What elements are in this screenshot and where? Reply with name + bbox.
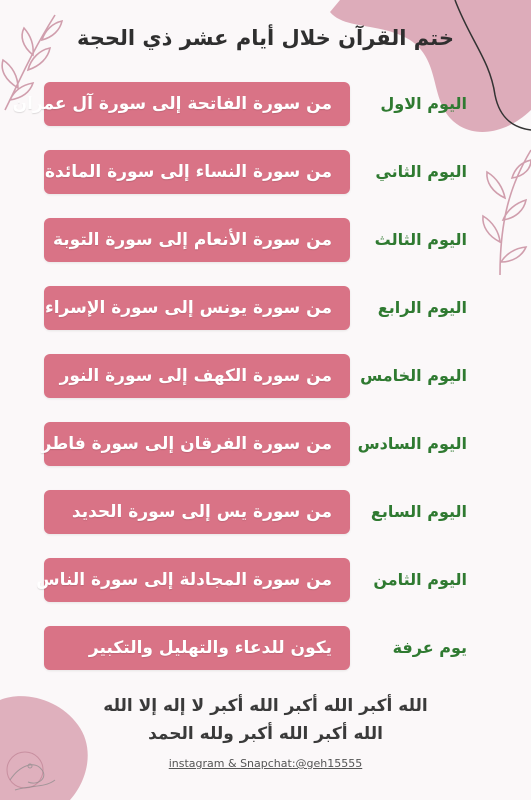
surah-range-pill	[44, 490, 350, 534]
surah-range-text: من سورة الفاتحة إلى سورة آل عمران	[12, 94, 332, 114]
surah-range-text: من سورة المجادلة إلى سورة الناس	[36, 570, 332, 590]
surah-range-text: من سورة الأنعام إلى سورة التوبة	[52, 230, 332, 250]
day-label: اليوم الاول	[380, 94, 467, 113]
surah-range-text: من سورة الكهف إلى سورة النور	[59, 366, 332, 386]
surah-range-pill	[44, 286, 350, 330]
schedule-row-3	[0, 217, 531, 263]
schedule-row-2	[0, 149, 531, 195]
surah-range-pill	[44, 354, 350, 398]
surah-range-pill	[41, 422, 350, 466]
schedule-row-arafah	[0, 625, 531, 671]
schedule-row-1	[0, 81, 531, 127]
day-label: اليوم الرابع	[377, 298, 467, 317]
schedule-row-8	[0, 557, 531, 603]
day-label: اليوم الثالث	[374, 230, 467, 249]
page-title: ختم القرآن خلال أيام عشر ذي الحجة	[77, 26, 454, 50]
surah-range-pill	[36, 558, 350, 602]
day-label: اليوم الثامن	[373, 570, 467, 589]
surah-range-text: من سورة يس إلى سورة الحديد	[71, 502, 332, 522]
takbir-line-2: الله أكبر الله أكبر ولله الحمد	[148, 724, 383, 744]
social-handle: instagram & Snapchat:@geh15555	[168, 757, 363, 770]
takbir-line-1: الله أكبر الله أكبر الله أكبر لا إله إلا الله	[103, 696, 428, 716]
surah-range-pill	[44, 626, 350, 670]
surah-range-text: من سورة يونس إلى سورة الإسراء	[45, 298, 332, 318]
schedule-row-4	[0, 285, 531, 331]
schedule-row-6	[0, 421, 531, 467]
surah-range-pill	[12, 82, 350, 126]
day-label: اليوم السادس	[357, 434, 467, 453]
day-label: اليوم الخامس	[360, 366, 467, 385]
surah-range-pill	[44, 218, 350, 262]
schedule-row-7	[0, 489, 531, 535]
day-label: اليوم الثاني	[375, 162, 467, 181]
day-label: يوم عرفة	[392, 638, 467, 657]
surah-range-pill	[44, 150, 350, 194]
surah-range-text: من سورة النساء إلى سورة المائدة	[45, 162, 332, 182]
schedule-row-5	[0, 353, 531, 399]
surah-range-text: يكون للدعاء والتهليل والتكبير	[88, 638, 332, 658]
surah-range-text: من سورة الفرقان إلى سورة فاطر	[41, 434, 332, 454]
day-label: اليوم السابع	[370, 502, 467, 521]
